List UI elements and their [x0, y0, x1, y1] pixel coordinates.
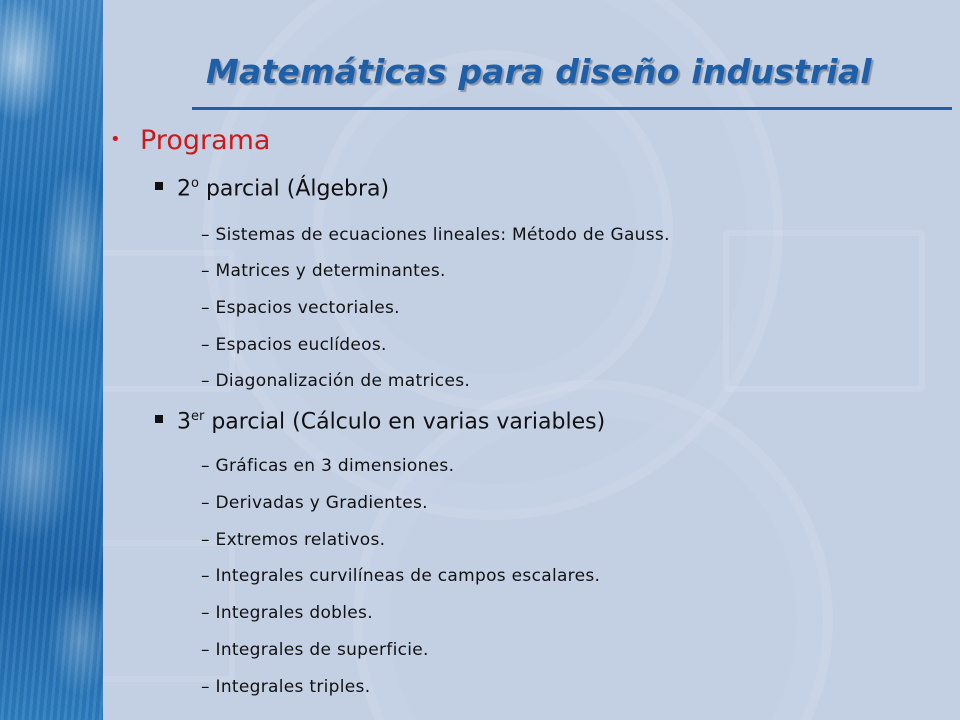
decorative-side-strip [0, 0, 103, 720]
square-bullet-icon [155, 182, 163, 190]
section-bullet [110, 125, 270, 156]
topic-text: Integrales dobles. [215, 603, 373, 623]
list-item [201, 261, 446, 281]
parcial2-number: 2 [177, 176, 191, 202]
parcial3-superscript: er [191, 409, 205, 424]
topic-text: Sistemas de ecuaciones lineales: Método de Gauss. [215, 225, 670, 245]
parcial2-heading [155, 176, 389, 201]
dash-icon: – [201, 225, 210, 245]
topic-text: Espacios euclídeos. [215, 335, 387, 355]
list-item [201, 298, 400, 318]
list-item [201, 371, 470, 391]
section-label: Programa [140, 125, 271, 156]
list-item [201, 335, 387, 355]
topic-text: Integrales curvilíneas de campos escalares. [215, 566, 601, 586]
topic-text: Integrales triples. [215, 677, 371, 697]
bullet-dot-icon: • [110, 129, 121, 150]
slide-title: Matemáticas para diseño industrial [206, 52, 872, 91]
parcial3-heading [155, 409, 605, 434]
list-item [201, 225, 670, 245]
dash-icon: – [201, 298, 210, 318]
dash-icon: – [201, 640, 210, 660]
topic-text: Matrices y determinantes. [215, 261, 446, 281]
logo-watermark-box [723, 230, 925, 392]
dash-icon: – [201, 566, 210, 586]
dash-icon: – [201, 493, 210, 513]
parcial2-superscript: o [191, 176, 199, 191]
topic-text: Diagonalización de matrices. [215, 371, 471, 391]
dash-icon: – [201, 335, 210, 355]
list-item [201, 566, 600, 586]
dash-icon: – [201, 261, 210, 281]
dash-icon: – [201, 371, 210, 391]
topic-text: Integrales de superficie. [215, 640, 429, 660]
dash-icon: – [201, 677, 210, 697]
topic-text: Espacios vectoriales. [215, 298, 400, 318]
parcial2-label: parcial (Álgebra) [205, 176, 390, 202]
parcial3-number: 3 [177, 409, 191, 435]
parcial3-label: parcial (Cálculo en varias variables) [211, 409, 606, 435]
topic-text: Extremos relativos. [215, 530, 386, 550]
list-item [201, 456, 454, 476]
dash-icon: – [201, 530, 210, 550]
dash-icon: – [201, 456, 210, 476]
list-item [201, 530, 385, 550]
square-bullet-icon [155, 415, 163, 423]
list-item [201, 493, 428, 513]
title-underline [192, 107, 952, 110]
list-item [201, 640, 429, 660]
dash-icon: – [201, 603, 210, 623]
topic-text: Gráficas en 3 dimensiones. [215, 456, 455, 476]
list-item [201, 603, 373, 623]
list-item [201, 677, 370, 697]
topic-text: Derivadas y Gradientes. [215, 493, 428, 513]
